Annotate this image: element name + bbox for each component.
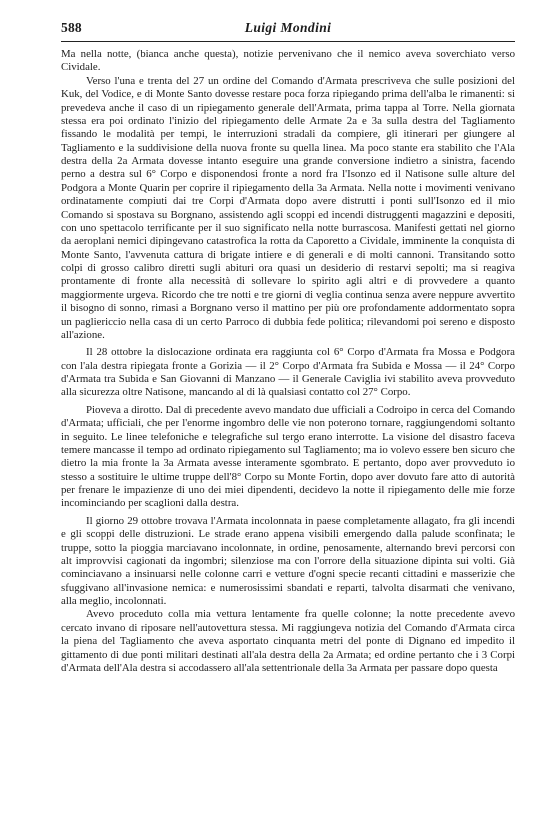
paragraph: Pioveva a dirotto. Dal dì precedente avevo mandato due ufficiali a Codroipo in cerca del Comando d'Armata; ufficiali, che per l'enorme ingombro delle vie non poterono tornare, raggiungendomi soltanto in seguito. Le linee telefoniche e telegrafiche sul tergo erano interrotte. La visione del disastro faceva temere mancasse il tempo ad ordinato ripiegamento sul Tagliamento; ma io volevo essere ben sicuro che dietro la mia fronte la 3a Armata avesse interamente sgombrato. E pertanto, dopo aver provveduto io stesso a sostituire le ultime truppe dell'8° Corpo su Monte Fortin, dopo aver dovuto fare atto di autorità per frenare le impazienze di uno dei miei dipendenti, decidevo la notte il ripiegamento delle mie forze incominciando per scaglioni dalla destra. xyxy=(61,403,515,510)
header-rule xyxy=(61,41,515,42)
paragraph: Il giorno 29 ottobre trovava l'Armata incolonnata in paese completamente allagato, fra gli incendi e gli scoppi delle distruzioni. Le strade erano appena visibili emergendo dalla palude sconfinata; le truppe, sotto la pioggia marciavano incolonnate, in ordine, penosamente, alternando brevi percorsi con alt improvvisi cagionati da ingombri; silenziose ma con l'orrore della situazione dipinta sui volti. Già cominciavano a insinuarsi nelle colonne carri e vetture d'ogni specie recanti cittadini e masserizie che sfuggivano all'invasione nemica: e numerosissimi sbandati e reparti, talvolta disarmati che venivano, alla meglio, incolonnati. xyxy=(61,514,515,607)
running-head: Luigi Mondini xyxy=(244,20,332,35)
paragraph: Avevo proceduto colla mia vettura lentamente fra quelle colonne; la notte precedente avevo cercato invano di riposare nell'autovettura stessa. Mi raggiungeva notizia del Comando d'Armata circa la piena del Tagliamento che aveva asportato cinquanta metri del ponte di Dignano ed impedito il gittamento di due ponti militari destinati all'ala destra della 2a Armata; ed ordine pertanto che i 3 Corpi d'Armata dell'Ala destra si accodassero all'ala settentrionale della 3a Armata per passare dopo questa xyxy=(61,608,515,674)
page-number: 588 xyxy=(61,20,82,35)
page-header xyxy=(61,20,515,40)
paragraph: Il 28 ottobre la dislocazione ordinata era raggiunta col 6° Corpo d'Armata fra Mossa e Podgora con l'ala destra ripiegata fronte a Gorizia — il 2° Corpo d'Armata fra Subida e Mossa — il 24° Corpo d'Armata tra Subida e San Giovanni di Manzano — il Generale Caviglia ivi stabilito aveva provveduto alla sicurezza oltre Natisone, mancando al di là qualsiasi contatto col 27° Corpo. xyxy=(61,346,515,399)
body-text xyxy=(61,48,515,675)
paragraph: Ma nella notte, (bianca anche questa), notizie pervenivano che il nemico aveva soverchiato verso Cividale. xyxy=(61,48,515,74)
paragraph: Verso l'una e trenta del 27 un ordine del Comando d'Armata prescriveva che sulle posizioni del Kuk, del Vodice, e di Monte Santo dovesse restare poca forza ripiegando prima dell'alba le rimanenti: si prevedeva anche il caso di un ripiegamento generale dell'Armata, prima tappa al Torre. Nella giornata stessa era poi ordinato l'inizio del ripiegamento delle Armate 2a e 3a sulla destra del Tagliamento fissando le modalità per tempi, le interruzioni stradali da compiere, gli itinerari per giungere al Tagliamento e la suddivisione della nuova fronte su quella linea. Ma poco stante era stabilito che l'Ala destra della 2a Armata dovesse intanto eseguire una grande conversione indietro a sinistra, facendo perno a destra sul 6° Corpo e disponendosi fronte a nord fra l'Isonzo ed il Natisone sulle alture del Podgora a Monte Quarin per coprire il ripiegamento della 3a Armata. Nella notte i movimenti venivano ordinatamente compiuti dai tre Corpi d'Armata dopo avere distrutti i ponti sull'Isonzo ed il mio Comando si spostava su Borgnano, assistendo agli scoppi ed incendi distruggenti magazzini e depositi, con uno spettacolo terrificante per il suo significato nella notte burrascosa. Manifesti gettati nel giorno da aeroplani nemici dipingevano catastrofica la rotta da Caporetto a Cividale, imminente la conquista di Monte Santo, l'avvenuta cattura di brigate intiere e di generali e di molti cannoni. Transitando sotto colpi di grosso calibro diretti sugli abituri ora quasi un desiderio di restarvi sepolti; ma si reagiva prontamente di fronte alla necessità di sollevare lo spirito agli altri e di provvedere a quanto maggiormente urgeva. Ricordo che tre notti e tre giorni di veglia continua senza avere neppure avvertito il bisogno di sonno, rimasi a Borgnano verso il mattino per più ore profondamente addormentato sopra un pagliericcio nella casa di un certo Parroco di dubbia fede politica; rilevandomi poi sereno e disposto all'azione. xyxy=(61,74,515,341)
